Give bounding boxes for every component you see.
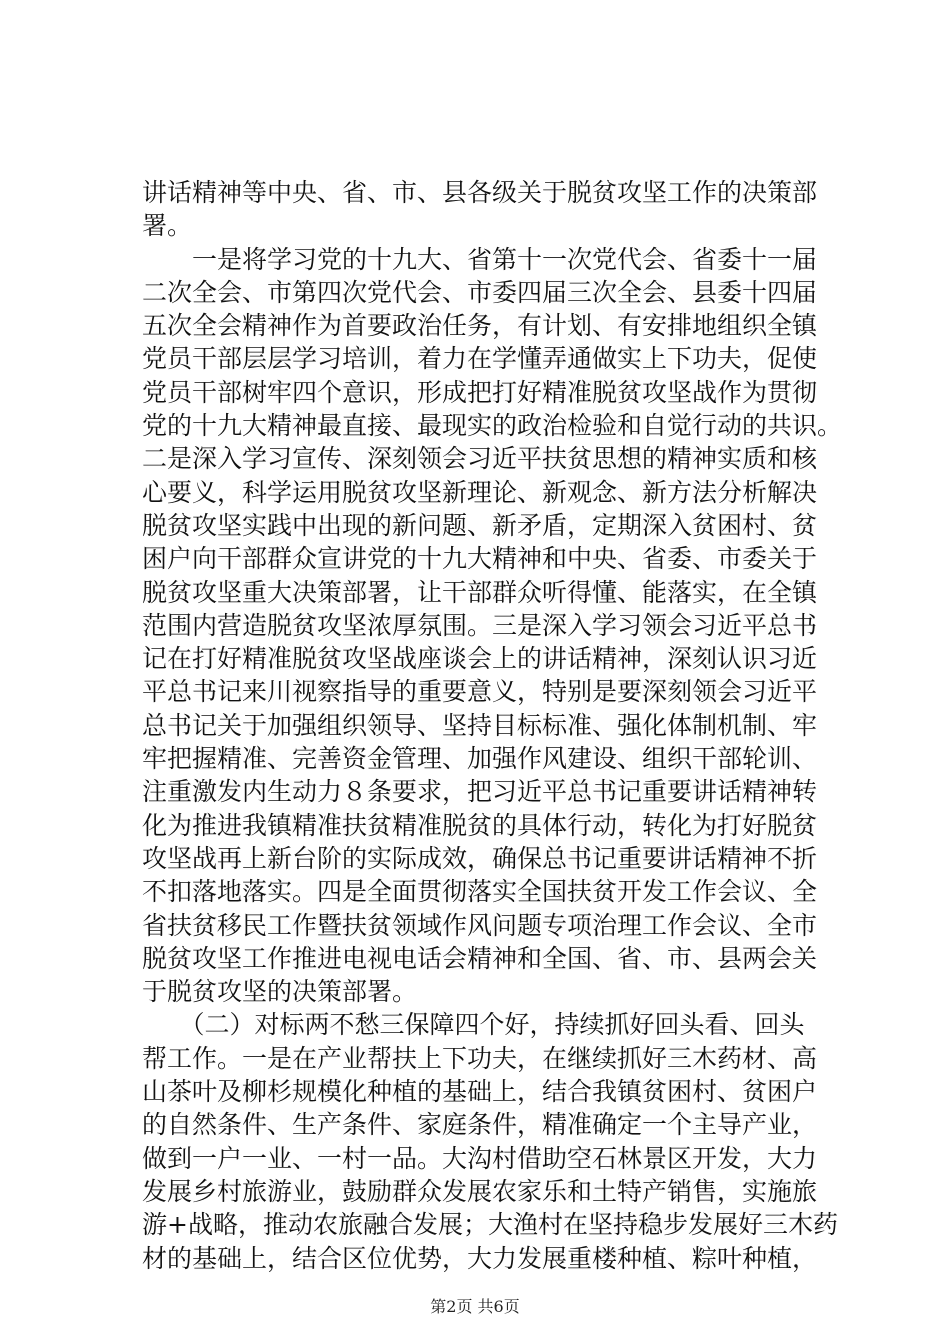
- text-line: 山茶叶及柳杉规模化种植的基础上，结合我镇贫困村、贫困户: [142, 1077, 818, 1107]
- text-line: 发展乡村旅游业，鼓励群众发展农家乐和土特产销售，实施旅: [142, 1176, 818, 1206]
- text-line: 做到一户一业、一村一品。大沟村借助空石林景区开发，大力: [142, 1143, 818, 1173]
- text-line: 于脱贫攻坚的决策部署。: [142, 977, 418, 1007]
- text-line: 帮工作。一是在产业帮扶上下功夫，在继续抓好三木药材、高: [142, 1043, 818, 1073]
- text-line: 二是深入学习宣传、深刻领会习近平扶贫思想的精神实质和核: [142, 444, 818, 474]
- body-text: [142, 176, 842, 1275]
- text-line: 化为推进我镇精准扶贫精准脱贫的具体行动，转化为打好脱贫: [142, 810, 818, 840]
- text-line: 注重激发内生动力８条要求，把习近平总书记重要讲话精神转: [142, 777, 818, 807]
- text-line: （二）对标两不愁三保障四个好，持续抓好回头看、回头: [142, 1010, 805, 1040]
- text-line: 范围内营造脱贫攻坚浓厚氛围。三是深入学习领会习近平总书: [142, 610, 818, 640]
- text-line: 平总书记来川视察指导的重要意义，特别是要深刻领会习近平: [142, 677, 818, 707]
- text-line: 署。: [142, 211, 193, 241]
- text-line: 党的十九大精神最直接、最现实的政治检验和自觉行动的共识。: [142, 411, 843, 441]
- text-line: 记在打好精准脱贫攻坚战座谈会上的讲话精神，深刻认识习近: [142, 644, 818, 674]
- text-line: 材的基础上，结合区位优势，大力发展重楼种植、粽叶种植，: [142, 1243, 818, 1273]
- text-line: 脱贫攻坚重大决策部署，让干部群众听得懂、能落实，在全镇: [142, 577, 818, 607]
- text-line: 困户向干部群众宣讲党的十九大精神和中央、省委、市委关于: [142, 544, 818, 574]
- page-footer: 第2页 共6页: [430, 1297, 520, 1316]
- text-line: 牢把握精准、完善资金管理、加强作风建设、组织干部轮训、: [142, 744, 818, 774]
- text-line: 五次全会精神作为首要政治任务，有计划、有安排地组织全镇: [142, 311, 818, 341]
- text-line: 脱贫攻坚工作推进电视电话会精神和全国、省、市、县两会关: [142, 943, 818, 973]
- text-line: 不扣落地落实。四是全面贯彻落实全国扶贫开发工作会议、全: [142, 877, 818, 907]
- text-line: 讲话精神等中央、省、市、县各级关于脱贫攻坚工作的决策部: [142, 178, 818, 207]
- text-line: 脱贫攻坚实践中出现的新问题、新矛盾，定期深入贫困村、贫: [142, 510, 818, 540]
- text-line: 省扶贫移民工作暨扶贫领域作风问题专项治理工作会议、全市: [142, 910, 818, 940]
- text-line: 二次全会、市第四次党代会、市委四届三次全会、县委十四届: [142, 277, 818, 307]
- text-line: 的自然条件、生产条件、家庭条件，精准确定一个主导产业，: [142, 1110, 818, 1140]
- text-line: 总书记关于加强组织领导、坚持目标标准、强化体制机制、牢: [142, 710, 818, 740]
- text-line: 党员干部树牢四个意识，形成把打好精准脱贫攻坚战作为贯彻: [142, 377, 818, 407]
- text-line: 攻坚战再上新台阶的实际成效，确保总书记重要讲话精神不折: [142, 843, 818, 873]
- text-line: 党员干部层层学习培训，着力在学懂弄通做实上下功夫，促使: [142, 344, 818, 374]
- text-line: 心要义，科学运用脱贫攻坚新理论、新观念、新方法分析解决: [142, 477, 818, 507]
- text-line: 一是将学习党的十九大、省第十一次党代会、省委十一届: [142, 244, 818, 274]
- text-line: 游+战略，推动农旅融合发展；大渔村在坚持稳步发展好三木药: [142, 1210, 838, 1240]
